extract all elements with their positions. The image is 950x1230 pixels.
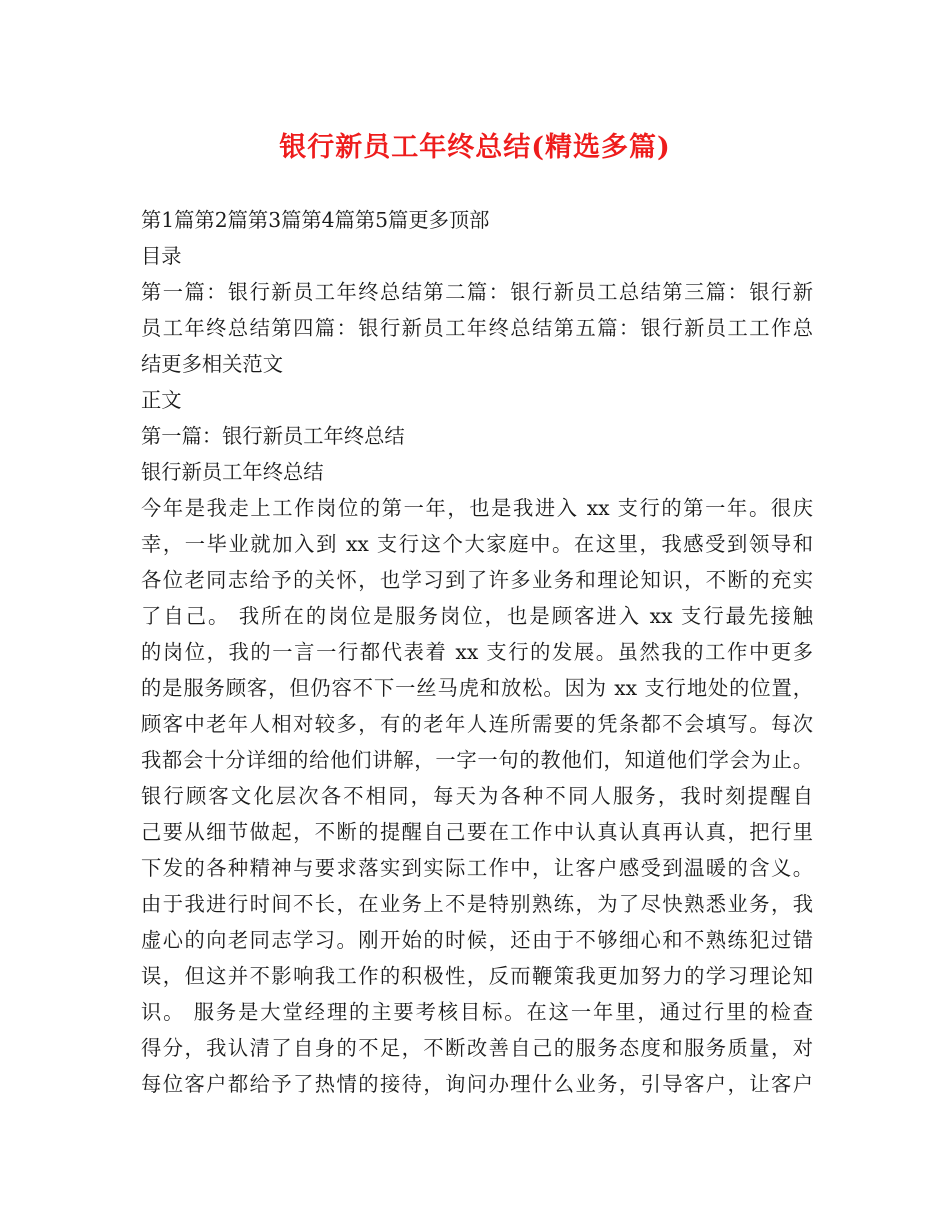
paragraph-line: 己要从细节做起，不断的提醒自己要在工作中认真认真再认真，把行里 <box>141 820 813 844</box>
document-body <box>141 202 813 1102</box>
paragraph-line: 了自己。 我所在的岗位是服务岗位，也是顾客进入 xx 支行最先接触 <box>141 604 813 628</box>
toc-line: 结更多相关范文 <box>141 352 283 376</box>
article-heading: 第一篇：银行新员工年终总结 <box>141 424 405 448</box>
paragraph-line: 的是服务顾客，但仍容不下一丝马虎和放松。因为 xx 支行地处的位置， <box>141 676 813 700</box>
article-subtitle: 银行新员工年终总结 <box>141 460 324 484</box>
toc-line: 员工年终总结第四篇：银行新员工年终总结第五篇：银行新员工工作总 <box>141 316 813 340</box>
paragraph-line: 顾客中老年人相对较多，有的老年人连所需要的凭条都不会填写。每次 <box>141 712 813 736</box>
paragraph-line: 虚心的向老同志学习。刚开始的时候，还由于不够细心和不熟练犯过错 <box>141 928 813 952</box>
paragraph-line: 误，但这并不影响我工作的积极性，反而鞭策我更加努力的学习理论知 <box>141 964 813 988</box>
toc-heading: 目录 <box>141 244 182 268</box>
paragraph-line: 下发的各种精神与要求落实到实际工作中，让客户感受到温暖的含义。 <box>141 856 813 880</box>
toc-line: 第一篇：银行新员工年终总结第二篇：银行新员工总结第三篇：银行新 <box>141 280 813 304</box>
paragraph-line: 银行顾客文化层次各不相同，每天为各种不同人服务，我时刻提醒自 <box>141 784 813 808</box>
paragraph-line: 由于我进行时间不长，在业务上不是特别熟练，为了尽快熟悉业务，我 <box>141 892 813 916</box>
paragraph-line: 我都会十分详细的给他们讲解，一字一句的教他们，知道他们学会为止。 <box>141 748 813 772</box>
paragraph-line: 每位客户都给予了热情的接待，询问办理什么业务，引导客户，让客户 <box>141 1072 813 1096</box>
paragraph-line: 的岗位，我的一言一行都代表着 xx 支行的发展。虽然我的工作中更多 <box>141 640 813 664</box>
paragraph-line: 幸，一毕业就加入到 xx 支行这个大家庭中。在这里，我感受到领导和 <box>141 532 813 556</box>
body-heading: 正文 <box>141 388 182 412</box>
paragraph-line: 各位老同志给予的关怀，也学习到了许多业务和理论知识，不断的充实 <box>141 568 813 592</box>
paragraph-line: 今年是我走上工作岗位的第一年，也是我进入 xx 支行的第一年。很庆 <box>141 496 813 520</box>
paragraph-line: 得分，我认清了自身的不足，不断改善自己的服务态度和服务质量，对 <box>141 1036 813 1060</box>
section-nav-line: 第1篇第2篇第3篇第4篇第5篇更多顶部 <box>141 208 490 232</box>
paragraph-line: 识。 服务是大堂经理的主要考核目标。在这一年里，通过行里的检查 <box>141 1000 813 1024</box>
document-title: 银行新员工年终总结(精选多篇) <box>279 132 671 163</box>
